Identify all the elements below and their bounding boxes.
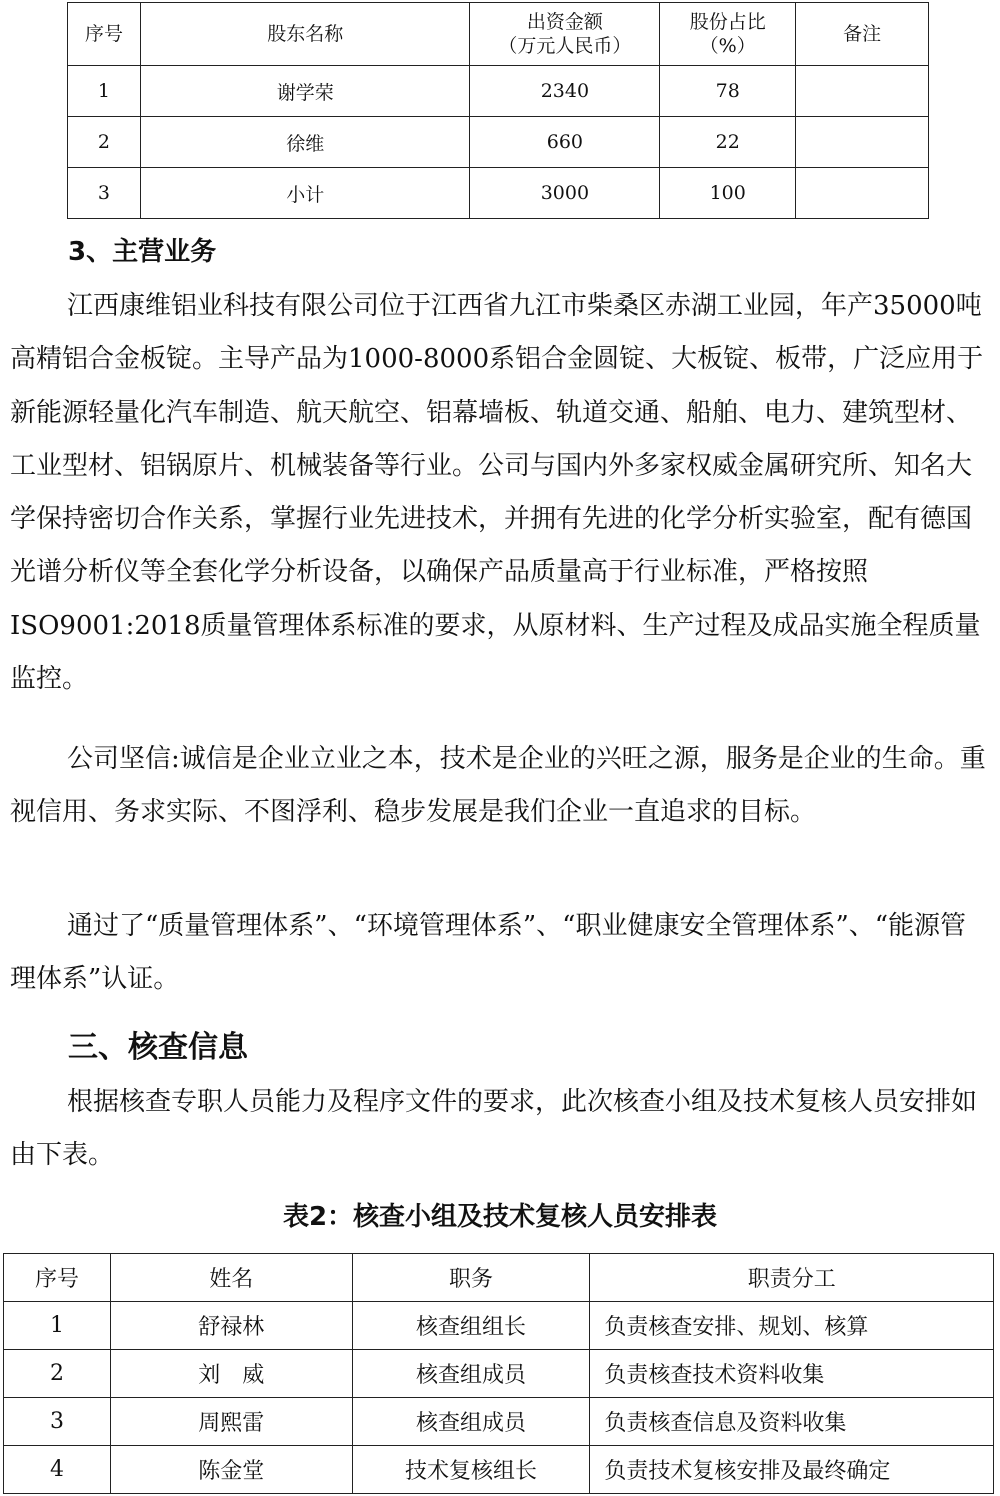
cell-position: 核查组成员	[352, 1398, 590, 1446]
header-position: 职务	[352, 1254, 590, 1302]
table-row	[4, 1398, 994, 1446]
cell-amount: 660	[470, 117, 660, 168]
cell-name: 小计	[140, 168, 470, 219]
cell-remark	[796, 117, 929, 168]
cell-no: 3	[68, 168, 141, 219]
cell-no: 2	[4, 1350, 111, 1398]
cell-no: 1	[4, 1302, 111, 1350]
cell-no: 1	[68, 66, 141, 117]
header-amount-line2: （万元人民币）	[498, 35, 632, 57]
cell-name: 徐维	[140, 117, 470, 168]
cell-ratio: 78	[660, 66, 796, 117]
cell-no: 2	[68, 117, 141, 168]
cell-name: 刘 威	[110, 1350, 352, 1398]
shareholder-table	[67, 2, 929, 219]
header-amount	[470, 3, 660, 66]
cell-duty: 负责技术复核安排及最终确定	[590, 1446, 994, 1494]
cell-position: 核查组组长	[352, 1302, 590, 1350]
cell-remark	[796, 168, 929, 219]
header-amount-line1: 出资金额	[526, 11, 603, 33]
cell-duty: 负责核查安排、规划、核算	[590, 1302, 994, 1350]
header-ratio	[660, 3, 796, 66]
shareholder-table-header	[68, 3, 929, 66]
header-ratio-line2: （%）	[699, 35, 756, 57]
cell-name: 陈金堂	[110, 1446, 352, 1494]
header-ratio-line1: 股份占比	[689, 11, 766, 33]
verification-paragraph: 根据核查专职人员能力及程序文件的要求，此次核查小组及技术复核人员安排如由下表。	[10, 1087, 978, 1171]
cell-no: 4	[4, 1446, 111, 1494]
cell-position: 核查组成员	[352, 1350, 590, 1398]
cell-ratio: 22	[660, 117, 796, 168]
cell-duty: 负责核查信息及资料收集	[590, 1398, 994, 1446]
table-row	[4, 1446, 994, 1494]
cell-amount: 3000	[470, 168, 660, 219]
cell-remark	[796, 66, 929, 117]
cell-ratio: 100	[660, 168, 796, 219]
cell-position: 技术复核组长	[352, 1446, 590, 1494]
cell-no: 3	[4, 1398, 111, 1446]
header-no: 序号	[4, 1254, 111, 1302]
cell-name: 舒禄林	[110, 1302, 352, 1350]
main-business-paragraph-2: 公司坚信:诚信是企业立业之本，技术是企业的兴旺之源，服务是企业的生命。重视信用、务求实际、不图浮利、稳步发展是我们企业一直追求的目标。	[10, 744, 986, 828]
table-row	[68, 168, 929, 219]
header-name: 姓名	[110, 1254, 352, 1302]
header-duty: 职责分工	[590, 1254, 994, 1302]
table-row	[4, 1350, 994, 1398]
main-business-paragraph-3: 通过了“质量管理体系”、“环境管理体系”、“职业健康安全管理体系”、“能源管理体系”认证。	[10, 911, 967, 995]
header-no: 序号	[68, 3, 141, 66]
cell-name: 周熙雷	[110, 1398, 352, 1446]
table-row	[68, 66, 929, 117]
main-business-heading: 3、主营业务	[68, 237, 217, 267]
cell-name: 谢学荣	[140, 66, 470, 117]
table-caption: 表2：核查小组及技术复核人员安排表	[282, 1202, 718, 1232]
table-row	[4, 1302, 994, 1350]
header-remark: 备注	[796, 3, 929, 66]
main-business-paragraph-1: 江西康维铝业科技有限公司位于江西省九江市柴桑区赤湖工业园，年产35000吨高精铝合金板锭。主导产品为1000-8000系铝合金圆锭、大板锭、板带，广泛应用于新能源轻量化汽车制造、航天航空、铝幕墙板、轨道交通、船舶、电力、建筑型材、工业型材、铝锅原片、机械装备等行业。公司与国内外多家权威金属研究所、知名大学保持密切合作关系，掌握行业先进技术，并拥有先进的化学分析实验室，配有德国光谱分析仪等全套化学分析设备，以确保产品质量高于行业标准，严格按照ISO9001:2018质量管理体系标准的要求，从原材料、生产过程及成品实施全程质量监控。	[10, 291, 984, 695]
verification-heading: 三、核查信息	[68, 1030, 248, 1065]
header-shareholder-name: 股东名称	[140, 3, 470, 66]
table-row	[68, 117, 929, 168]
staff-table	[3, 1253, 994, 1494]
cell-amount: 2340	[470, 66, 660, 117]
cell-duty: 负责核查技术资料收集	[590, 1350, 994, 1398]
staff-table-header	[4, 1254, 994, 1302]
